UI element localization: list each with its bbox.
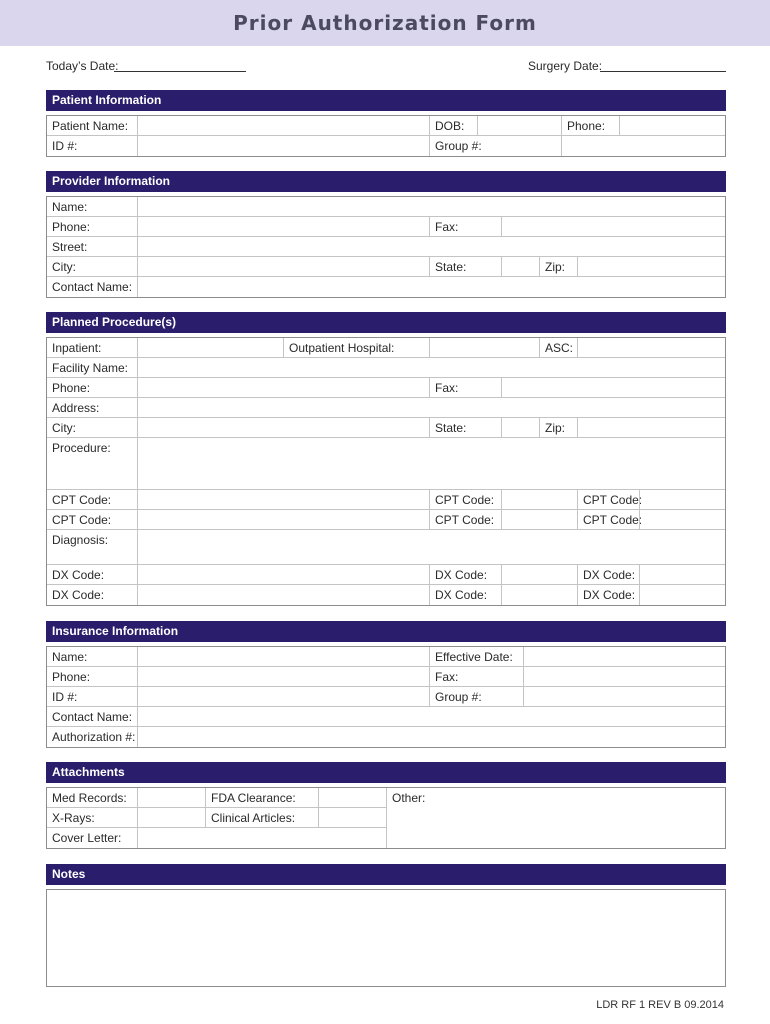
facility-name-field[interactable] (137, 358, 725, 377)
dx-label: DX Code: (429, 585, 501, 605)
cpt-label: CPT Code: (577, 490, 639, 509)
med-records-label: Med Records: (47, 788, 137, 808)
dx-field[interactable] (137, 565, 429, 584)
cpt-field[interactable] (501, 490, 577, 509)
dx-label: DX Code: (429, 565, 501, 584)
patient-row-1 (47, 116, 725, 136)
dob-field[interactable] (477, 116, 561, 135)
todays-date-field[interactable] (114, 71, 246, 72)
insurance-info-table (46, 646, 726, 748)
fda-clearance-field[interactable] (318, 788, 386, 808)
insurance-row-contact (47, 707, 725, 727)
provider-street-label: Street: (52, 240, 88, 254)
provider-fax-field[interactable] (501, 217, 725, 236)
facility-fax-field[interactable] (501, 378, 725, 397)
facility-phone-label: Phone: (52, 381, 91, 395)
insurance-group-label: Group #: (429, 687, 523, 706)
outpatient-field[interactable] (429, 338, 539, 357)
procedure-row-facility (47, 358, 725, 378)
date-row (46, 58, 726, 74)
inpatient-label: Inpatient: (52, 341, 102, 355)
provider-zip-label: Zip: (539, 257, 577, 276)
insurance-contact-field[interactable] (137, 707, 725, 726)
provider-street-field[interactable] (137, 237, 725, 256)
dx-row-2 (47, 585, 725, 605)
provider-contact-field[interactable] (137, 277, 725, 297)
facility-state-label: State: (429, 418, 501, 437)
provider-fax-label: Fax: (429, 217, 501, 236)
patient-info-table (46, 115, 726, 157)
todays-date-label: Today’s Date: (46, 59, 119, 73)
provider-state-field[interactable] (501, 257, 539, 276)
insurance-group-field[interactable] (523, 687, 725, 706)
surgery-date-label: Surgery Date: (528, 59, 603, 73)
diagnosis-label: Diagnosis: (52, 533, 109, 547)
cpt-label: CPT Code: (52, 513, 112, 527)
provider-row-phone (47, 217, 725, 237)
facility-fax-label: Fax: (429, 378, 501, 397)
outpatient-label: Outpatient Hospital: (283, 338, 429, 357)
patient-group-label: Group #: (429, 136, 561, 156)
facility-phone-field[interactable] (137, 378, 429, 397)
cpt-field[interactable] (639, 490, 725, 509)
cpt-field[interactable] (137, 490, 429, 509)
cpt-label: CPT Code: (429, 510, 501, 529)
effective-date-field[interactable] (523, 647, 725, 666)
provider-row-street (47, 237, 725, 257)
attachments-header: Attachments (46, 762, 726, 783)
procedure-field[interactable] (137, 438, 725, 489)
provider-state-label: State: (429, 257, 501, 276)
facility-name-label: Facility Name: (52, 361, 129, 375)
dx-field[interactable] (501, 585, 577, 605)
patient-name-label: Patient Name: (52, 119, 129, 133)
provider-name-field[interactable] (137, 197, 725, 216)
insurance-phone-field[interactable] (137, 667, 429, 686)
procedure-row-city (47, 418, 725, 438)
insurance-name-field[interactable] (137, 647, 429, 666)
provider-info-table (46, 196, 726, 298)
insurance-row-auth (47, 727, 725, 747)
provider-info-header: Provider Information (46, 171, 726, 192)
cpt-field[interactable] (137, 510, 429, 529)
provider-city-field[interactable] (137, 257, 429, 276)
provider-name-label: Name: (52, 200, 88, 214)
dx-row-1 (47, 565, 725, 585)
insurance-phone-label: Phone: (52, 670, 91, 684)
procedure-row-address (47, 398, 725, 418)
provider-phone-label: Phone: (52, 220, 91, 234)
insurance-row-phone (47, 667, 725, 687)
form-revision: LDR RF 1 REV B 09.2014 (596, 999, 724, 1011)
facility-zip-field[interactable] (577, 418, 725, 437)
asc-field[interactable] (577, 338, 725, 357)
patient-group-field[interactable] (561, 136, 725, 156)
patient-row-2 (47, 136, 725, 156)
fda-clearance-label: FDA Clearance: (205, 788, 318, 808)
provider-phone-field[interactable] (137, 217, 429, 236)
other-label: Other: (392, 791, 426, 805)
form-title: Prior Authorization Form (233, 11, 537, 35)
insurance-row-name (47, 647, 725, 667)
dx-label: DX Code: (577, 585, 639, 605)
med-records-field[interactable] (137, 788, 205, 808)
cpt-row-2 (47, 510, 725, 530)
facility-address-field[interactable] (137, 398, 725, 417)
attachments-table (46, 787, 726, 849)
facility-address-label: Address: (52, 401, 100, 415)
provider-row-city (47, 257, 725, 277)
patient-phone-label: Phone: (561, 116, 619, 135)
cover-letter-field[interactable] (137, 828, 386, 848)
facility-zip-label: Zip: (539, 418, 577, 437)
other-attachments-field[interactable] (386, 788, 725, 848)
authorization-field[interactable] (137, 727, 725, 747)
title-bar (0, 0, 770, 46)
notes-header: Notes (46, 864, 726, 885)
dob-label: DOB: (429, 116, 477, 135)
clinical-articles-label: Clinical Articles: (205, 808, 318, 828)
patient-info-header: Patient Information (46, 90, 726, 111)
x-rays-label: X-Rays: (47, 808, 137, 828)
cpt-field[interactable] (639, 510, 725, 529)
diagnosis-field[interactable] (137, 530, 725, 564)
dx-field[interactable] (501, 565, 577, 584)
cpt-label: CPT Code: (577, 510, 639, 529)
cover-letter-label: Cover Letter: (52, 831, 122, 845)
patient-name-field[interactable] (137, 116, 429, 135)
cpt-row-1 (47, 490, 725, 510)
dx-label: DX Code: (52, 588, 105, 602)
cpt-field[interactable] (501, 510, 577, 529)
facility-city-field[interactable] (137, 418, 429, 437)
facility-state-field[interactable] (501, 418, 539, 437)
dx-label: DX Code: (52, 568, 105, 582)
clinical-articles-field[interactable] (318, 808, 386, 828)
patient-phone-field[interactable] (619, 116, 725, 135)
diagnosis-row (47, 530, 725, 565)
insurance-info-header: Insurance Information (46, 621, 726, 642)
procedure-row-description (47, 438, 725, 490)
authorization-label: Authorization #: (52, 730, 136, 744)
x-rays-field[interactable] (137, 808, 205, 828)
provider-row-contact (47, 277, 725, 297)
effective-date-label: Effective Date: (429, 647, 523, 666)
dx-label: DX Code: (577, 565, 639, 584)
procedure-row-type (47, 338, 725, 358)
notes-field[interactable] (46, 889, 726, 987)
insurance-id-field[interactable] (137, 687, 429, 706)
procedure-row-phone (47, 378, 725, 398)
insurance-fax-label: Fax: (429, 667, 523, 686)
provider-city-label: City: (52, 260, 76, 274)
cpt-label: CPT Code: (52, 493, 112, 507)
insurance-contact-label: Contact Name: (52, 710, 133, 724)
provider-zip-field[interactable] (577, 257, 725, 276)
insurance-name-label: Name: (52, 650, 88, 664)
insurance-row-id (47, 687, 725, 707)
dx-field[interactable] (137, 585, 429, 605)
dx-field[interactable] (639, 585, 725, 605)
inpatient-field[interactable] (137, 338, 283, 357)
dx-field[interactable] (639, 565, 725, 584)
patient-id-field[interactable] (137, 136, 429, 156)
procedure-label: Procedure: (52, 441, 111, 455)
asc-label: ASC: (539, 338, 577, 357)
surgery-date-field[interactable] (600, 71, 726, 72)
insurance-fax-field[interactable] (523, 667, 725, 686)
procedure-header: Planned Procedure(s) (46, 312, 726, 333)
provider-row-name (47, 197, 725, 217)
provider-contact-label: Contact Name: (52, 280, 133, 294)
cpt-label: CPT Code: (429, 490, 501, 509)
facility-city-label: City: (52, 421, 76, 435)
patient-id-label: ID #: (52, 139, 78, 153)
procedure-table (46, 337, 726, 606)
insurance-id-label: ID #: (52, 690, 78, 704)
